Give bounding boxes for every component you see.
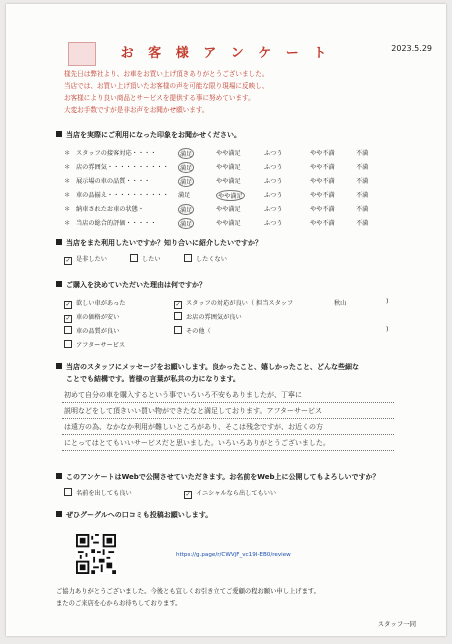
close-paren: ) [386, 326, 389, 333]
q3-option[interactable]: 車の品質が良い [64, 326, 119, 335]
q5-heading: このアンケートはWebで公開させていただきます。お名前をWeb上に公開してもよろしいですか？ [56, 472, 379, 482]
rating-option[interactable]: 満足 [178, 192, 191, 199]
staff-name: 秋山 [334, 300, 347, 307]
rating-option[interactable]: やや不満 [310, 220, 335, 227]
q5-option[interactable]: ✓ イニシャルなら出してもいい [185, 490, 277, 498]
black-square-icon [56, 363, 62, 369]
divider [62, 434, 394, 435]
q3-heading: ご購入を決めていただいた理由は何ですか？ [56, 280, 206, 290]
checkbox-icon: ✓ [65, 315, 71, 322]
q2-option[interactable]: したい [130, 254, 161, 263]
handwritten-line: は遠方の為、なかなか利用が難しいところがあり、そこは残念ですが、お近くの方 [64, 423, 323, 431]
survey-sheet [6, 4, 446, 636]
checkbox-icon [174, 326, 182, 334]
black-square-icon [56, 131, 62, 137]
rating-option[interactable]: ふつう [264, 164, 283, 171]
intro-line: お客様により良い商品とサービスを提供する事に努めています。 [64, 94, 255, 102]
footer-line: またのご来店を心からお待ちしております。 [56, 600, 182, 607]
asterisk-icon: ＊ [64, 150, 71, 157]
checkbox-icon: ✓ [185, 491, 191, 498]
rating-row-label: 納車されたお車の状態・ [76, 206, 145, 213]
rating-option[interactable]: 不満 [356, 178, 369, 185]
rating-option[interactable]: 満足 [178, 218, 194, 229]
rating-option[interactable]: やや不満 [310, 164, 335, 171]
divider [62, 418, 394, 419]
checkbox-icon [64, 326, 72, 334]
rating-option[interactable]: 満足 [178, 204, 194, 215]
q3-option[interactable]: その他（ [174, 326, 211, 335]
rating-option[interactable]: ふつう [264, 150, 283, 157]
review-link[interactable]: https://g.page/r/CWVjF_vc19I-EB0/review [176, 552, 291, 558]
asterisk-icon: ＊ [64, 178, 71, 185]
intro-line: 様先日は弊社より、お車をお買い上げ頂きありがとうございました。 [64, 70, 269, 78]
handwritten-line: にとってはとてもいいサービスだと思いました。いろいろありがとうございました。 [64, 439, 330, 447]
rating-option[interactable]: 不満 [356, 150, 369, 157]
rating-option[interactable]: 不満 [356, 164, 369, 171]
rating-option[interactable]: やや満足 [216, 206, 241, 213]
checkbox-icon [64, 340, 72, 348]
q1-heading: 当店を実際にご利用になった印象をお聞かせください。 [56, 130, 241, 140]
rating-row-label: 店の雰囲気・・・・・・・・・・ [76, 164, 169, 171]
checkbox-icon [130, 254, 138, 262]
rating-option[interactable]: 満足 [178, 148, 194, 159]
rating-option[interactable]: 満足 [178, 162, 194, 173]
rating-option[interactable]: ふつう [264, 192, 283, 199]
checkbox-icon: ✓ [65, 301, 71, 308]
rating-row-label: 展示場の車の品質・・・・ [76, 178, 151, 185]
rating-option[interactable]: やや満足 [216, 178, 241, 185]
survey-title: お 客 様 ア ン ケ ー ト [120, 46, 332, 61]
rating-row-label: 当店の総合的評価・・・・・ [76, 220, 157, 227]
asterisk-icon: ＊ [64, 192, 71, 199]
rating-option[interactable]: 満足 [178, 176, 194, 187]
rating-option[interactable]: やや満足 [216, 220, 241, 227]
rating-option[interactable]: ふつう [264, 178, 283, 185]
rating-option[interactable]: やや不満 [310, 206, 335, 213]
qr-code-icon[interactable] [76, 534, 116, 574]
rating-option[interactable]: 不満 [356, 206, 369, 213]
rating-option[interactable]: ふつう [264, 206, 283, 213]
divider [62, 402, 394, 403]
q4-heading-line2: ことでも結構です。皆様の言葉が私共の力になります。 [66, 375, 240, 383]
asterisk-icon: ＊ [64, 206, 71, 213]
asterisk-icon: ＊ [64, 164, 71, 171]
q5-option[interactable]: 名前を出しても良い [64, 488, 132, 497]
q3-option[interactable]: ✓ 車の価格が安い [65, 314, 120, 322]
q3-option[interactable]: ✓ スタッフの対応が良い（ 担当スタッフ [175, 300, 294, 308]
black-square-icon [56, 511, 62, 517]
intro-line: 大変お手数ですが是非お声をお聞かせ願います。 [64, 106, 209, 114]
checkbox-icon [184, 254, 192, 262]
survey-date: 2023.5.29 [391, 44, 432, 53]
intro-line: 当店では、お買い上げ頂いたお客様の声を可能な限り現場に反映し、 [64, 82, 269, 90]
rating-row-label: スタッフの接客対応・・・・ [76, 150, 157, 157]
q2-option[interactable]: したくない [184, 254, 227, 263]
q2-heading: 当店をまた利用したいですか？知り合いに紹介したいですか？ [56, 238, 262, 248]
intro-text [64, 68, 268, 116]
checkbox-icon [174, 312, 182, 320]
checkbox-icon: ✓ [65, 257, 71, 264]
q4-heading: 当店のスタッフにメッセージをお願いします。良かったこと、嬉しかったこと、どんな些細な [56, 362, 359, 372]
footer-line: ご協力ありがとうございました。今後とも宜しくお引き立てご愛顧の程お願い申し上げます。 [56, 588, 320, 595]
rating-option[interactable]: 不満 [356, 192, 369, 199]
rating-option[interactable]: やや不満 [310, 178, 335, 185]
rating-option[interactable]: やや満足 [216, 164, 241, 171]
checkbox-icon [64, 488, 72, 496]
close-paren: ) [386, 298, 389, 305]
handwritten-line: 説明などをして頂きいい買い物ができたなと満足しております。アフターサービス [64, 407, 322, 415]
rating-option[interactable]: やや不満 [310, 150, 335, 157]
rating-row-label: 車の品揃え・・・・・・・・・・ [76, 192, 169, 199]
q2-option[interactable]: ✓ 是非したい [65, 256, 107, 264]
black-square-icon [56, 239, 62, 245]
black-square-icon [56, 473, 62, 479]
divider [62, 450, 394, 451]
q6-heading: ぜひグーグルへの口コミも投稿お願いします。 [56, 510, 212, 520]
rating-option[interactable]: やや不満 [310, 192, 335, 199]
q3-option[interactable]: お店の雰囲気が良い [174, 312, 242, 321]
asterisk-icon: ＊ [64, 220, 71, 227]
signature: スタッフ一同 [377, 620, 416, 628]
black-square-icon [56, 281, 62, 287]
q3-option[interactable]: ✓ 欲しい車があった [65, 300, 126, 308]
rating-option[interactable]: ふつう [264, 220, 283, 227]
q3-option[interactable]: アフターサービス [64, 340, 125, 349]
rating-option[interactable]: やや満足 [216, 190, 245, 201]
checkbox-icon: ✓ [175, 301, 181, 308]
handwritten-line: 初めて自分の車を購入するという事でいろいろ不安もありましたが、丁寧に [64, 391, 302, 399]
rating-option[interactable]: 不満 [356, 220, 369, 227]
rating-option[interactable]: やや満足 [216, 150, 241, 157]
